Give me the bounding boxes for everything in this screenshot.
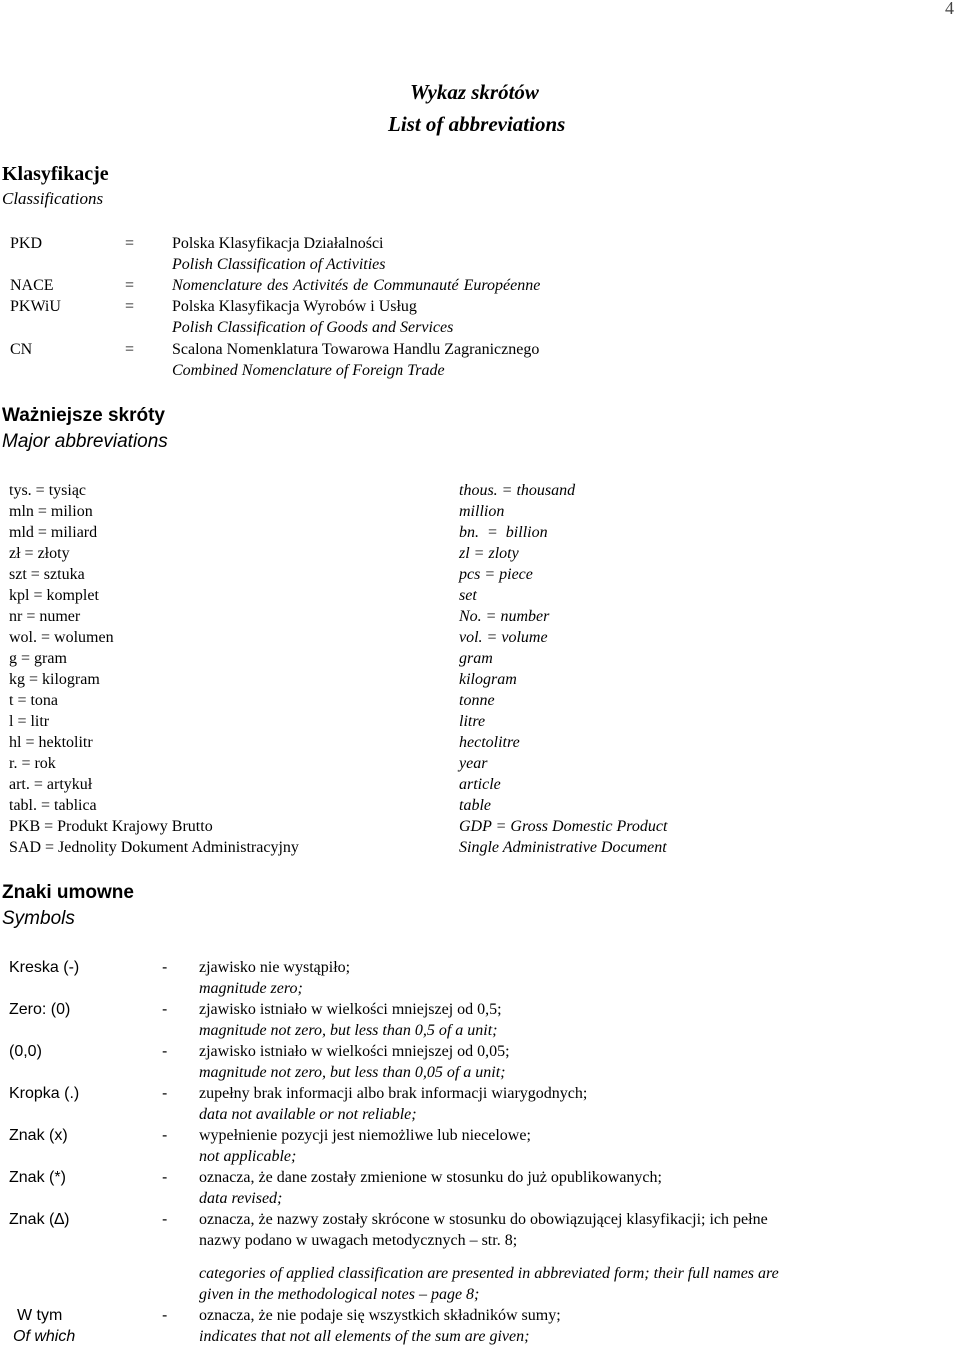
abbr-pl: kpl = komplet (9, 587, 99, 604)
symbol-desc-pl: zupełny brak informacji albo brak informacji wiarygodnych; (199, 1085, 588, 1102)
major-heading: Ważniejsze skróty (2, 405, 165, 426)
symbol-dash: - (162, 1001, 168, 1018)
abbr-pl: g = gram (9, 650, 67, 667)
symbol-desc-pl: oznacza, że nie podaje się wszystkich składników sumy; (199, 1307, 561, 1324)
symbol-dash: - (162, 1085, 168, 1102)
symbol-desc-pl: oznacza, że nazwy zostały skrócone w stosunku do obowiązującej klasyfikacji; ich pełne (199, 1211, 768, 1228)
abbr-en: kilogram (459, 671, 517, 688)
abbr-en: article (459, 776, 501, 793)
symbol-label: Znak (x) (9, 1127, 68, 1144)
symbol-dash: - (162, 1169, 168, 1186)
abbr-pl: nr = numer (9, 608, 81, 625)
abbr-pl: mld = miliard (9, 524, 98, 541)
abbr-pl: wol. = wolumen (9, 629, 114, 646)
abbr-en: Single Administrative Document (459, 839, 667, 856)
symbol-desc-en: indicates that not all elements of the sum are given; (199, 1328, 530, 1345)
abbr-pl: zł = złoty (9, 545, 70, 562)
symbol-desc-pl: oznacza, że dane zostały zmienione w stosunku do już opublikowanych; (199, 1169, 662, 1186)
symbol-desc-pl-cont: nazwy podano w uwagach metodycznych – str. 8; (199, 1232, 518, 1249)
symbol-label: Znak (*) (9, 1169, 66, 1186)
class-name-pl: Polska Klasyfikacja Wyrobów i Usług (172, 298, 417, 315)
abbr-en: hectolitre (459, 734, 520, 751)
major-heading-en: Major abbreviations (2, 431, 168, 452)
abbr-pl: mln = milion (9, 503, 93, 520)
symbol-dash: - (162, 1211, 168, 1228)
class-eq: = (125, 341, 135, 358)
symbol-desc-en-cont: given in the methodological notes – page 8; (199, 1286, 480, 1303)
abbr-en: zl = zloty (459, 545, 519, 562)
abbr-en: litre (459, 713, 486, 730)
abbr-en: year (459, 755, 488, 772)
class-name-pl: Polska Klasyfikacja Działalności (172, 235, 384, 252)
symbol-desc-pl: zjawisko istniało w wielkości mniejszej od 0,5; (199, 1001, 502, 1018)
abbr-en: table (459, 797, 491, 814)
abbr-en: vol. = volume (459, 629, 548, 646)
abbr-pl: art. = artykuł (9, 776, 93, 793)
abbr-en: gram (459, 650, 493, 667)
class-abbr: CN (10, 341, 33, 358)
symbol-desc-en: magnitude not zero, but less than 0,5 of a unit; (199, 1022, 498, 1039)
abbr-en: No. = number (459, 608, 550, 625)
symbols-heading-en: Symbols (2, 908, 75, 929)
class-name-en: Polish Classification of Activities (172, 256, 386, 273)
abbr-pl: hl = hektolitr (9, 734, 93, 751)
abbr-en: million (459, 503, 505, 520)
page-number: 4 (945, 0, 954, 18)
class-eq: = (125, 277, 135, 294)
symbol-desc-pl: zjawisko istniało w wielkości mniejszej od 0,05; (199, 1043, 510, 1060)
symbol-label: Kropka (.) (9, 1085, 80, 1102)
symbol-label: Zero: (0) (9, 1001, 71, 1018)
symbol-dash: - (162, 1043, 168, 1060)
abbr-pl: t = tona (9, 692, 59, 709)
page-title: Wykaz skrótów (410, 80, 539, 104)
abbr-pl: SAD = Jednolity Dokument Administracyjny (9, 839, 299, 856)
abbr-pl: l = litr (9, 713, 50, 730)
abbr-en: bn. = billion (459, 524, 548, 541)
class-eq: = (125, 298, 135, 315)
classifications-heading: Klasyfikacje (2, 163, 109, 185)
symbol-desc-pl: zjawisko nie wystąpiło; (199, 959, 351, 976)
symbols-heading: Znaki umowne (2, 882, 134, 903)
class-eq: = (125, 235, 135, 252)
abbr-en: thous. = thousand (459, 482, 576, 499)
symbol-desc-en: not applicable; (199, 1148, 297, 1165)
symbol-desc-en: magnitude not zero, but less than 0,05 of a unit; (199, 1064, 506, 1081)
classifications-heading-en: Classifications (2, 189, 104, 208)
class-name-en: Combined Nomenclature of Foreign Trade (172, 362, 445, 379)
abbr-pl: szt = sztuka (9, 566, 85, 583)
symbol-label: (0,0) (9, 1043, 42, 1060)
class-name-en: Polish Classification of Goods and Services (172, 319, 454, 336)
symbol-desc-en: data not available or not reliable; (199, 1106, 417, 1123)
abbr-pl: tys. = tysiąc (9, 482, 87, 499)
symbol-label: Znak (∆) (9, 1211, 70, 1228)
symbol-dash: - (162, 1307, 168, 1324)
symbol-desc-en: categories of applied classification are presented in abbreviated form; their full names are (199, 1265, 779, 1282)
abbr-pl: tabl. = tablica (9, 797, 97, 814)
symbol-desc-en: magnitude zero; (199, 980, 303, 997)
symbol-label: Kreska (-) (9, 959, 80, 976)
abbr-pl: r. = rok (9, 755, 56, 772)
class-abbr: PKWiU (10, 298, 61, 315)
class-name-en: Nomenclature des Activités de Communauté Européenne (172, 277, 541, 294)
class-abbr: NACE (10, 277, 54, 294)
abbr-pl: PKB = Produkt Krajowy Brutto (9, 818, 213, 835)
abbr-en: GDP = Gross Domestic Product (459, 818, 668, 835)
symbol-label: W tym (17, 1307, 63, 1324)
symbol-desc-pl: wypełnienie pozycji jest niemożliwe lub niecelowe; (199, 1127, 531, 1144)
symbol-label-en: Of which (13, 1328, 76, 1345)
symbol-desc-en: data revised; (199, 1190, 283, 1207)
class-abbr: PKD (10, 235, 43, 252)
abbr-pl: kg = kilogram (9, 671, 100, 688)
class-name-pl: Scalona Nomenklatura Towarowa Handlu Zagranicznego (172, 341, 540, 358)
symbol-dash: - (162, 959, 168, 976)
page-subtitle: List of abbreviations (388, 112, 566, 136)
abbr-en: tonne (459, 692, 495, 709)
symbol-dash: - (162, 1127, 168, 1144)
abbr-en: pcs = piece (459, 566, 533, 583)
abbr-en: set (459, 587, 477, 604)
